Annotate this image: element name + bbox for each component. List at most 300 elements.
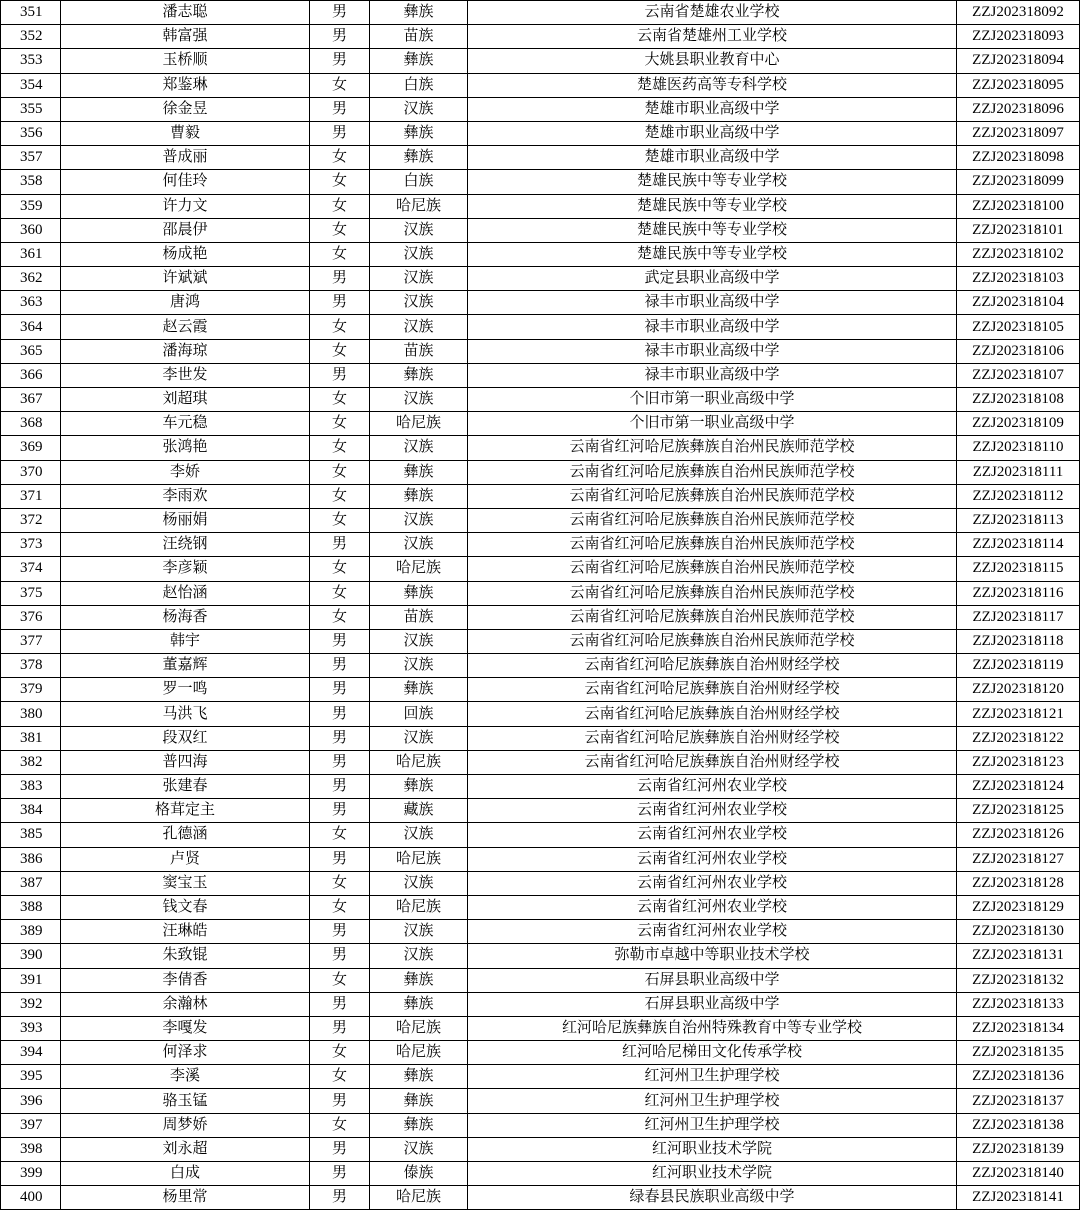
ethnicity-cell: 汉族 — [370, 508, 468, 532]
name-cell: 马洪飞 — [61, 702, 310, 726]
row-number-cell: 361 — [1, 242, 61, 266]
ethnicity-cell: 彝族 — [370, 678, 468, 702]
name-cell: 张鸿艳 — [61, 436, 310, 460]
table-row — [1, 847, 1080, 871]
gender-cell: 男 — [310, 678, 370, 702]
table-row — [1, 73, 1080, 97]
certificate-id-cell: ZZJ202318106 — [957, 339, 1080, 363]
certificate-id-cell: ZZJ202318103 — [957, 267, 1080, 291]
gender-cell: 女 — [310, 484, 370, 508]
gender-cell: 男 — [310, 629, 370, 653]
ethnicity-cell: 彝族 — [370, 146, 468, 170]
ethnicity-cell: 彝族 — [370, 1089, 468, 1113]
ethnicity-cell: 汉族 — [370, 291, 468, 315]
row-number-cell: 400 — [1, 1186, 61, 1210]
gender-cell: 男 — [310, 25, 370, 49]
name-cell: 何佳玲 — [61, 170, 310, 194]
table-row — [1, 121, 1080, 145]
gender-cell: 女 — [310, 146, 370, 170]
table-row — [1, 291, 1080, 315]
school-cell: 个旧市第一职业高级中学 — [468, 412, 957, 436]
name-cell: 郑鉴琳 — [61, 73, 310, 97]
ethnicity-cell: 彝族 — [370, 968, 468, 992]
gender-cell: 女 — [310, 605, 370, 629]
table-row — [1, 242, 1080, 266]
table-row — [1, 1, 1080, 25]
row-number-cell: 391 — [1, 968, 61, 992]
name-cell: 张建春 — [61, 775, 310, 799]
ethnicity-cell: 汉族 — [370, 388, 468, 412]
name-cell: 杨丽娟 — [61, 508, 310, 532]
row-number-cell: 393 — [1, 1016, 61, 1040]
certificate-id-cell: ZZJ202318125 — [957, 799, 1080, 823]
certificate-id-cell: ZZJ202318113 — [957, 508, 1080, 532]
row-number-cell: 381 — [1, 726, 61, 750]
certificate-id-cell: ZZJ202318102 — [957, 242, 1080, 266]
row-number-cell: 374 — [1, 557, 61, 581]
row-number-cell: 352 — [1, 25, 61, 49]
gender-cell: 男 — [310, 1, 370, 25]
gender-cell: 男 — [310, 750, 370, 774]
name-cell: 杨海香 — [61, 605, 310, 629]
school-cell: 云南省红河哈尼族彝族自治州财经学校 — [468, 678, 957, 702]
gender-cell: 女 — [310, 968, 370, 992]
table-row — [1, 267, 1080, 291]
row-number-cell: 363 — [1, 291, 61, 315]
certificate-id-cell: ZZJ202318097 — [957, 121, 1080, 145]
ethnicity-cell: 汉族 — [370, 436, 468, 460]
certificate-id-cell: ZZJ202318137 — [957, 1089, 1080, 1113]
row-number-cell: 369 — [1, 436, 61, 460]
row-number-cell: 373 — [1, 533, 61, 557]
table-row — [1, 1016, 1080, 1040]
ethnicity-cell: 汉族 — [370, 871, 468, 895]
name-cell: 李世发 — [61, 363, 310, 387]
row-number-cell: 378 — [1, 654, 61, 678]
row-number-cell: 355 — [1, 97, 61, 121]
table-row — [1, 508, 1080, 532]
name-cell: 李倩香 — [61, 968, 310, 992]
gender-cell: 女 — [310, 339, 370, 363]
table-row — [1, 146, 1080, 170]
table-row — [1, 25, 1080, 49]
school-cell: 云南省红河哈尼族彝族自治州民族师范学校 — [468, 533, 957, 557]
table-row — [1, 799, 1080, 823]
ethnicity-cell: 苗族 — [370, 25, 468, 49]
table-row — [1, 654, 1080, 678]
gender-cell: 女 — [310, 315, 370, 339]
school-cell: 云南省红河哈尼族彝族自治州民族师范学校 — [468, 460, 957, 484]
school-cell: 楚雄医药高等专科学校 — [468, 73, 957, 97]
table-row — [1, 388, 1080, 412]
gender-cell: 男 — [310, 944, 370, 968]
ethnicity-cell: 哈尼族 — [370, 750, 468, 774]
row-number-cell: 366 — [1, 363, 61, 387]
certificate-id-cell: ZZJ202318101 — [957, 218, 1080, 242]
name-cell: 李彦颖 — [61, 557, 310, 581]
certificate-id-cell: ZZJ202318111 — [957, 460, 1080, 484]
row-number-cell: 394 — [1, 1041, 61, 1065]
table-row — [1, 1041, 1080, 1065]
gender-cell: 男 — [310, 1016, 370, 1040]
school-cell: 禄丰市职业高级中学 — [468, 315, 957, 339]
gender-cell: 女 — [310, 1065, 370, 1089]
certificate-id-cell: ZZJ202318094 — [957, 49, 1080, 73]
gender-cell: 女 — [310, 581, 370, 605]
name-cell: 邵晨伊 — [61, 218, 310, 242]
table-row — [1, 1162, 1080, 1186]
row-number-cell: 372 — [1, 508, 61, 532]
school-cell: 云南省红河哈尼族彝族自治州民族师范学校 — [468, 508, 957, 532]
ethnicity-cell: 彝族 — [370, 49, 468, 73]
name-cell: 曹毅 — [61, 121, 310, 145]
certificate-id-cell: ZZJ202318139 — [957, 1137, 1080, 1161]
row-number-cell: 397 — [1, 1113, 61, 1137]
table-row — [1, 1186, 1080, 1210]
ethnicity-cell: 汉族 — [370, 1137, 468, 1161]
school-cell: 禄丰市职业高级中学 — [468, 339, 957, 363]
gender-cell: 女 — [310, 557, 370, 581]
certificate-id-cell: ZZJ202318104 — [957, 291, 1080, 315]
school-cell: 云南省红河州农业学校 — [468, 799, 957, 823]
table-row — [1, 702, 1080, 726]
gender-cell: 男 — [310, 726, 370, 750]
table-row — [1, 484, 1080, 508]
name-cell: 普四海 — [61, 750, 310, 774]
row-number-cell: 399 — [1, 1162, 61, 1186]
school-cell: 红河哈尼梯田文化传承学校 — [468, 1041, 957, 1065]
name-cell: 汪琳皓 — [61, 920, 310, 944]
ethnicity-cell: 哈尼族 — [370, 895, 468, 919]
school-cell: 云南省红河州农业学校 — [468, 871, 957, 895]
certificate-id-cell: ZZJ202318134 — [957, 1016, 1080, 1040]
gender-cell: 男 — [310, 121, 370, 145]
certificate-id-cell: ZZJ202318131 — [957, 944, 1080, 968]
certificate-id-cell: ZZJ202318105 — [957, 315, 1080, 339]
table-row — [1, 363, 1080, 387]
gender-cell: 女 — [310, 823, 370, 847]
gender-cell: 女 — [310, 1113, 370, 1137]
ethnicity-cell: 汉族 — [370, 97, 468, 121]
certificate-id-cell: ZZJ202318095 — [957, 73, 1080, 97]
row-number-cell: 376 — [1, 605, 61, 629]
school-cell: 个旧市第一职业高级中学 — [468, 388, 957, 412]
row-number-cell: 370 — [1, 460, 61, 484]
table-row — [1, 218, 1080, 242]
ethnicity-cell: 汉族 — [370, 726, 468, 750]
ethnicity-cell: 彝族 — [370, 1065, 468, 1089]
name-cell: 钱文春 — [61, 895, 310, 919]
name-cell: 唐鸿 — [61, 291, 310, 315]
row-number-cell: 392 — [1, 992, 61, 1016]
certificate-id-cell: ZZJ202318109 — [957, 412, 1080, 436]
row-number-cell: 386 — [1, 847, 61, 871]
row-number-cell: 359 — [1, 194, 61, 218]
table-row — [1, 726, 1080, 750]
row-number-cell: 351 — [1, 1, 61, 25]
name-cell: 杨成艳 — [61, 242, 310, 266]
row-number-cell: 384 — [1, 799, 61, 823]
gender-cell: 男 — [310, 1162, 370, 1186]
name-cell: 白成 — [61, 1162, 310, 1186]
table-row — [1, 194, 1080, 218]
roster-body — [1, 1, 1080, 1210]
gender-cell: 男 — [310, 702, 370, 726]
school-cell: 红河职业技术学院 — [468, 1162, 957, 1186]
ethnicity-cell: 哈尼族 — [370, 847, 468, 871]
ethnicity-cell: 彝族 — [370, 581, 468, 605]
ethnicity-cell: 苗族 — [370, 605, 468, 629]
gender-cell: 男 — [310, 1089, 370, 1113]
row-number-cell: 385 — [1, 823, 61, 847]
gender-cell: 女 — [310, 508, 370, 532]
gender-cell: 男 — [310, 267, 370, 291]
certificate-id-cell: ZZJ202318117 — [957, 605, 1080, 629]
gender-cell: 女 — [310, 73, 370, 97]
certificate-id-cell: ZZJ202318096 — [957, 97, 1080, 121]
row-number-cell: 365 — [1, 339, 61, 363]
certificate-id-cell: ZZJ202318118 — [957, 629, 1080, 653]
gender-cell: 女 — [310, 388, 370, 412]
school-cell: 楚雄民族中等专业学校 — [468, 218, 957, 242]
table-row — [1, 557, 1080, 581]
certificate-id-cell: ZZJ202318140 — [957, 1162, 1080, 1186]
school-cell: 红河州卫生护理学校 — [468, 1113, 957, 1137]
certificate-id-cell: ZZJ202318127 — [957, 847, 1080, 871]
name-cell: 许斌斌 — [61, 267, 310, 291]
ethnicity-cell: 彝族 — [370, 460, 468, 484]
gender-cell: 女 — [310, 871, 370, 895]
ethnicity-cell: 哈尼族 — [370, 1041, 468, 1065]
name-cell: 李雨欢 — [61, 484, 310, 508]
school-cell: 云南省红河州农业学校 — [468, 895, 957, 919]
row-number-cell: 387 — [1, 871, 61, 895]
table-row — [1, 170, 1080, 194]
certificate-id-cell: ZZJ202318110 — [957, 436, 1080, 460]
name-cell: 段双红 — [61, 726, 310, 750]
row-number-cell: 364 — [1, 315, 61, 339]
gender-cell: 男 — [310, 291, 370, 315]
row-number-cell: 362 — [1, 267, 61, 291]
name-cell: 徐金昱 — [61, 97, 310, 121]
row-number-cell: 398 — [1, 1137, 61, 1161]
gender-cell: 男 — [310, 97, 370, 121]
name-cell: 普成丽 — [61, 146, 310, 170]
certificate-id-cell: ZZJ202318124 — [957, 775, 1080, 799]
name-cell: 朱致锟 — [61, 944, 310, 968]
ethnicity-cell: 藏族 — [370, 799, 468, 823]
table-row — [1, 944, 1080, 968]
table-row — [1, 629, 1080, 653]
school-cell: 云南省红河哈尼族彝族自治州民族师范学校 — [468, 605, 957, 629]
name-cell: 杨里常 — [61, 1186, 310, 1210]
certificate-id-cell: ZZJ202318115 — [957, 557, 1080, 581]
name-cell: 赵怡涵 — [61, 581, 310, 605]
table-row — [1, 533, 1080, 557]
certificate-id-cell: ZZJ202318121 — [957, 702, 1080, 726]
gender-cell: 女 — [310, 194, 370, 218]
ethnicity-cell: 哈尼族 — [370, 1016, 468, 1040]
school-cell: 云南省红河哈尼族彝族自治州民族师范学校 — [468, 581, 957, 605]
ethnicity-cell: 汉族 — [370, 242, 468, 266]
name-cell: 刘永超 — [61, 1137, 310, 1161]
table-row — [1, 678, 1080, 702]
school-cell: 云南省红河哈尼族彝族自治州财经学校 — [468, 654, 957, 678]
school-cell: 楚雄市职业高级中学 — [468, 97, 957, 121]
school-cell: 红河职业技术学院 — [468, 1137, 957, 1161]
gender-cell: 男 — [310, 775, 370, 799]
row-number-cell: 383 — [1, 775, 61, 799]
row-number-cell: 375 — [1, 581, 61, 605]
table-row — [1, 49, 1080, 73]
school-cell: 云南省红河哈尼族彝族自治州民族师范学校 — [468, 557, 957, 581]
name-cell: 赵云霞 — [61, 315, 310, 339]
ethnicity-cell: 彝族 — [370, 1113, 468, 1137]
row-number-cell: 360 — [1, 218, 61, 242]
school-cell: 云南省红河哈尼族彝族自治州财经学校 — [468, 726, 957, 750]
gender-cell: 男 — [310, 799, 370, 823]
school-cell: 禄丰市职业高级中学 — [468, 363, 957, 387]
table-row — [1, 1089, 1080, 1113]
ethnicity-cell: 汉族 — [370, 533, 468, 557]
gender-cell: 男 — [310, 847, 370, 871]
table-row — [1, 97, 1080, 121]
school-cell: 云南省红河州农业学校 — [468, 775, 957, 799]
certificate-id-cell: ZZJ202318136 — [957, 1065, 1080, 1089]
row-number-cell: 380 — [1, 702, 61, 726]
name-cell: 孔德涵 — [61, 823, 310, 847]
row-number-cell: 382 — [1, 750, 61, 774]
certificate-id-cell: ZZJ202318107 — [957, 363, 1080, 387]
row-number-cell: 353 — [1, 49, 61, 73]
name-cell: 格茸定主 — [61, 799, 310, 823]
ethnicity-cell: 汉族 — [370, 823, 468, 847]
ethnicity-cell: 彝族 — [370, 775, 468, 799]
ethnicity-cell: 汉族 — [370, 944, 468, 968]
table-row — [1, 1113, 1080, 1137]
certificate-id-cell: ZZJ202318100 — [957, 194, 1080, 218]
ethnicity-cell: 汉族 — [370, 315, 468, 339]
school-cell: 云南省红河州农业学校 — [468, 920, 957, 944]
ethnicity-cell: 白族 — [370, 170, 468, 194]
gender-cell: 女 — [310, 242, 370, 266]
school-cell: 红河州卫生护理学校 — [468, 1065, 957, 1089]
certificate-id-cell: ZZJ202318138 — [957, 1113, 1080, 1137]
name-cell: 韩宇 — [61, 629, 310, 653]
school-cell: 云南省红河哈尼族彝族自治州财经学校 — [468, 750, 957, 774]
row-number-cell: 367 — [1, 388, 61, 412]
certificate-id-cell: ZZJ202318130 — [957, 920, 1080, 944]
name-cell: 李娇 — [61, 460, 310, 484]
gender-cell: 男 — [310, 992, 370, 1016]
certificate-id-cell: ZZJ202318123 — [957, 750, 1080, 774]
school-cell: 云南省红河州农业学校 — [468, 823, 957, 847]
gender-cell: 女 — [310, 412, 370, 436]
name-cell: 车元稳 — [61, 412, 310, 436]
row-number-cell: 379 — [1, 678, 61, 702]
school-cell: 云南省红河州农业学校 — [468, 847, 957, 871]
name-cell: 周梦娇 — [61, 1113, 310, 1137]
name-cell: 潘志聪 — [61, 1, 310, 25]
certificate-id-cell: ZZJ202318119 — [957, 654, 1080, 678]
row-number-cell: 354 — [1, 73, 61, 97]
row-number-cell: 356 — [1, 121, 61, 145]
ethnicity-cell: 白族 — [370, 73, 468, 97]
row-number-cell: 358 — [1, 170, 61, 194]
row-number-cell: 396 — [1, 1089, 61, 1113]
name-cell: 李溪 — [61, 1065, 310, 1089]
gender-cell: 女 — [310, 170, 370, 194]
school-cell: 绿春县民族职业高级中学 — [468, 1186, 957, 1210]
school-cell: 云南省红河哈尼族彝族自治州民族师范学校 — [468, 629, 957, 653]
row-number-cell: 395 — [1, 1065, 61, 1089]
gender-cell: 男 — [310, 654, 370, 678]
name-cell: 潘海琼 — [61, 339, 310, 363]
school-cell: 云南省红河哈尼族彝族自治州财经学校 — [468, 702, 957, 726]
gender-cell: 男 — [310, 1186, 370, 1210]
table-row — [1, 871, 1080, 895]
gender-cell: 女 — [310, 1041, 370, 1065]
school-cell: 武定县职业高级中学 — [468, 267, 957, 291]
certificate-id-cell: ZZJ202318122 — [957, 726, 1080, 750]
certificate-id-cell: ZZJ202318120 — [957, 678, 1080, 702]
name-cell: 许力文 — [61, 194, 310, 218]
table-row — [1, 460, 1080, 484]
name-cell: 余瀚林 — [61, 992, 310, 1016]
ethnicity-cell: 哈尼族 — [370, 412, 468, 436]
certificate-id-cell: ZZJ202318093 — [957, 25, 1080, 49]
ethnicity-cell: 傣族 — [370, 1162, 468, 1186]
certificate-id-cell: ZZJ202318092 — [957, 1, 1080, 25]
name-cell: 韩富强 — [61, 25, 310, 49]
certificate-id-cell: ZZJ202318133 — [957, 992, 1080, 1016]
table-row — [1, 339, 1080, 363]
table-row — [1, 750, 1080, 774]
name-cell: 骆玉锰 — [61, 1089, 310, 1113]
certificate-id-cell: ZZJ202318141 — [957, 1186, 1080, 1210]
gender-cell: 女 — [310, 460, 370, 484]
row-number-cell: 388 — [1, 895, 61, 919]
ethnicity-cell: 哈尼族 — [370, 194, 468, 218]
ethnicity-cell: 彝族 — [370, 992, 468, 1016]
certificate-id-cell: ZZJ202318112 — [957, 484, 1080, 508]
school-cell: 楚雄民族中等专业学校 — [468, 242, 957, 266]
row-number-cell: 368 — [1, 412, 61, 436]
name-cell: 刘超琪 — [61, 388, 310, 412]
certificate-id-cell: ZZJ202318128 — [957, 871, 1080, 895]
ethnicity-cell: 彝族 — [370, 121, 468, 145]
ethnicity-cell: 苗族 — [370, 339, 468, 363]
name-cell: 卢贤 — [61, 847, 310, 871]
table-row — [1, 1137, 1080, 1161]
certificate-id-cell: ZZJ202318116 — [957, 581, 1080, 605]
certificate-id-cell: ZZJ202318098 — [957, 146, 1080, 170]
ethnicity-cell: 汉族 — [370, 629, 468, 653]
school-cell: 弥勒市卓越中等职业技术学校 — [468, 944, 957, 968]
ethnicity-cell: 彝族 — [370, 484, 468, 508]
name-cell: 何泽求 — [61, 1041, 310, 1065]
name-cell: 罗一鸣 — [61, 678, 310, 702]
row-number-cell: 371 — [1, 484, 61, 508]
table-row — [1, 315, 1080, 339]
ethnicity-cell: 哈尼族 — [370, 557, 468, 581]
table-row — [1, 1065, 1080, 1089]
school-cell: 楚雄市职业高级中学 — [468, 121, 957, 145]
table-row — [1, 436, 1080, 460]
row-number-cell: 357 — [1, 146, 61, 170]
gender-cell: 女 — [310, 895, 370, 919]
school-cell: 云南省红河哈尼族彝族自治州民族师范学校 — [468, 436, 957, 460]
